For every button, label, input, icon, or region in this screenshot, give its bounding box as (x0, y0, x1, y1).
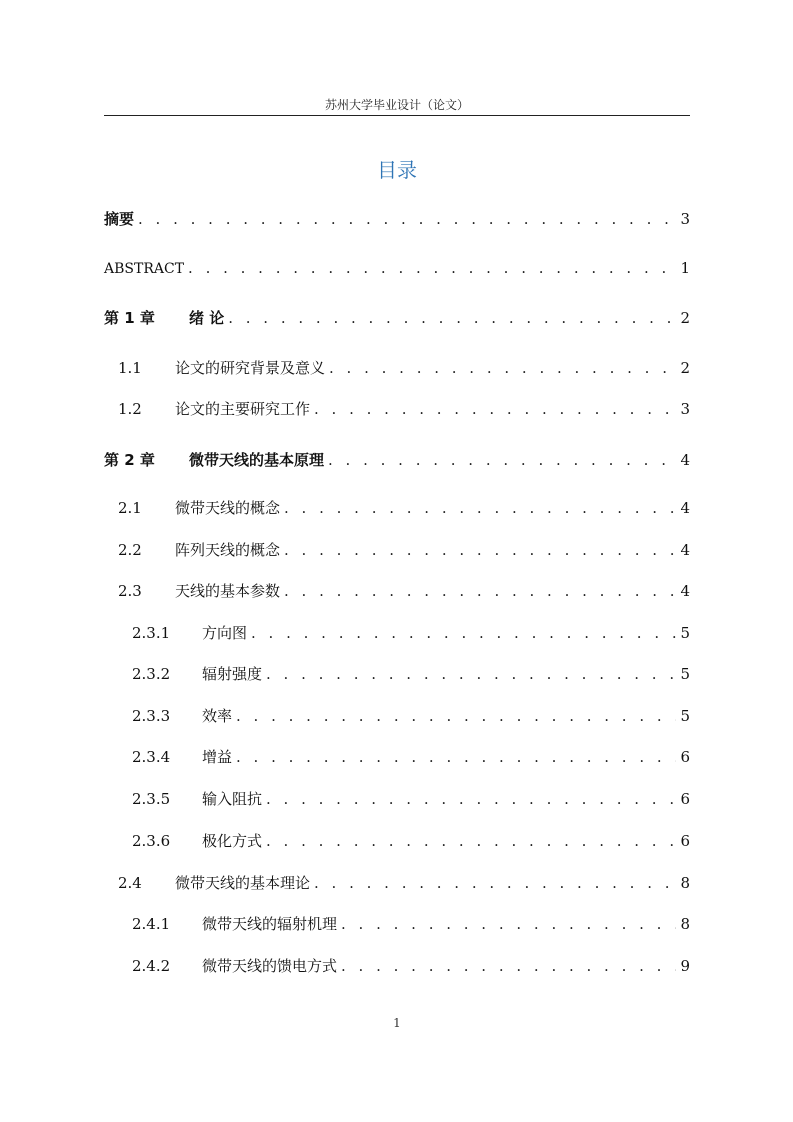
toc-leader-dots (138, 208, 676, 230)
toc-entry-subsection-2-3-3[interactable] (132, 705, 690, 727)
toc-entry-number: 2.3.1 (132, 624, 171, 642)
toc-entry-label: 摘要 (104, 210, 135, 228)
toc-entry-label: 微带天线的概念 (175, 499, 281, 517)
toc-leader-dots (314, 872, 676, 894)
toc-leader-dots (266, 663, 676, 685)
toc-entry-label: ABSTRACT (104, 261, 185, 277)
toc-entry-page: 6 (680, 790, 690, 808)
toc-entry-page: 4 (680, 541, 690, 559)
toc-entry-label: 微带天线的辐射机理 (202, 915, 338, 933)
toc-leader-dots (284, 497, 676, 519)
toc-entry-page: 3 (680, 400, 690, 418)
toc-leader-dots (228, 307, 676, 329)
toc-entry-number: 2.3.5 (132, 790, 171, 808)
toc-entry-page: 5 (680, 707, 690, 725)
toc-entry-chapter-2[interactable] (104, 449, 690, 471)
toc-entry-label: 绪 论 (189, 309, 225, 327)
toc-entry-number: 1.1 (118, 359, 142, 377)
toc-entry-page: 3 (680, 210, 690, 228)
toc-leader-dots (341, 955, 676, 977)
toc-entry-label: 微带天线的基本原理 (189, 451, 325, 469)
toc-entry-number: 第 1 章 (104, 309, 155, 327)
toc-entry-page: 2 (680, 309, 690, 327)
toc-entry-label: 输入阻抗 (202, 790, 263, 808)
toc-entry-abstract-cn[interactable] (104, 208, 690, 230)
toc-entry-subsection-2-3-4[interactable] (132, 746, 690, 768)
toc-leader-dots (188, 257, 676, 279)
toc-entry-section-1-1[interactable] (118, 357, 690, 379)
toc-entry-number: 第 2 章 (104, 451, 155, 469)
toc-entry-label: 微带天线的基本理论 (175, 874, 311, 892)
toc-leader-dots (236, 746, 676, 768)
toc-entry-page: 8 (680, 874, 690, 892)
toc-entry-label: 论文的主要研究工作 (175, 400, 311, 418)
toc-leader-dots (314, 398, 676, 420)
toc-entry-page: 1 (680, 259, 690, 277)
toc-title: 目录 (377, 158, 417, 182)
toc-entry-label: 微带天线的馈电方式 (202, 957, 338, 975)
toc-leader-dots (266, 830, 676, 852)
toc-entry-label: 极化方式 (202, 832, 263, 850)
toc-entry-number: 2.3 (118, 582, 142, 600)
toc-entry-section-2-1[interactable] (118, 497, 690, 519)
toc-entry-chapter-1[interactable] (104, 307, 690, 329)
toc-entry-number: 2.4 (118, 874, 142, 892)
toc-leader-dots (284, 539, 676, 561)
toc-leader-dots (341, 913, 676, 935)
toc-entry-number: 2.3.3 (132, 707, 171, 725)
toc-entry-number: 1.2 (118, 400, 142, 418)
toc-entry-section-2-3[interactable] (118, 580, 690, 602)
toc-leader-dots (329, 357, 676, 379)
toc-entry-subsection-2-3-6[interactable] (132, 830, 690, 852)
toc-entry-label: 阵列天线的概念 (175, 541, 281, 559)
header-rule (104, 115, 690, 116)
toc-entry-page: 6 (680, 832, 690, 850)
toc-entry-page: 5 (680, 624, 690, 642)
toc-entry-section-2-2[interactable] (118, 539, 690, 561)
toc-entry-number: 2.4.1 (132, 915, 171, 933)
toc-entry-number: 2.3.6 (132, 832, 171, 850)
toc-entry-page: 4 (680, 451, 690, 469)
toc-entry-subsection-2-3-5[interactable] (132, 788, 690, 810)
toc-entry-page: 2 (680, 359, 690, 377)
toc-entry-page: 4 (680, 499, 690, 517)
toc-entry-section-1-2[interactable] (118, 398, 690, 420)
toc-leader-dots (284, 580, 676, 602)
toc-entry-label: 辐射强度 (202, 665, 263, 683)
toc-entry-number: 2.3.2 (132, 665, 171, 683)
toc-entry-label: 效率 (202, 707, 233, 725)
toc-entry-subsection-2-3-1[interactable] (132, 622, 690, 644)
toc-entry-page: 4 (680, 582, 690, 600)
page-number: 1 (393, 1016, 401, 1030)
running-header: 苏州大学毕业设计（论文） (324, 98, 469, 112)
toc-leader-dots (236, 705, 676, 727)
toc-entry-label: 方向图 (202, 624, 248, 642)
toc-leader-dots (328, 449, 676, 471)
toc-entry-number: 2.4.2 (132, 957, 171, 975)
toc-entry-label: 增益 (202, 748, 233, 766)
toc-entry-subsection-2-4-2[interactable] (132, 955, 690, 977)
toc-entry-subsection-2-3-2[interactable] (132, 663, 690, 685)
toc-leader-dots (251, 622, 676, 644)
toc-entry-section-2-4[interactable] (118, 872, 690, 894)
toc-entry-page: 8 (680, 915, 690, 933)
toc-entry-subsection-2-4-1[interactable] (132, 913, 690, 935)
toc-entry-label: 论文的研究背景及意义 (175, 359, 326, 377)
toc-leader-dots (266, 788, 676, 810)
toc-entry-number: 2.3.4 (132, 748, 171, 766)
toc-entry-number: 2.1 (118, 499, 142, 517)
toc-entry-page: 6 (680, 748, 690, 766)
toc-entry-abstract-en[interactable] (104, 257, 690, 279)
toc-entry-page: 9 (680, 957, 690, 975)
toc-entry-number: 2.2 (118, 541, 142, 559)
toc-entry-page: 5 (680, 665, 690, 683)
toc-entry-label: 天线的基本参数 (175, 582, 281, 600)
